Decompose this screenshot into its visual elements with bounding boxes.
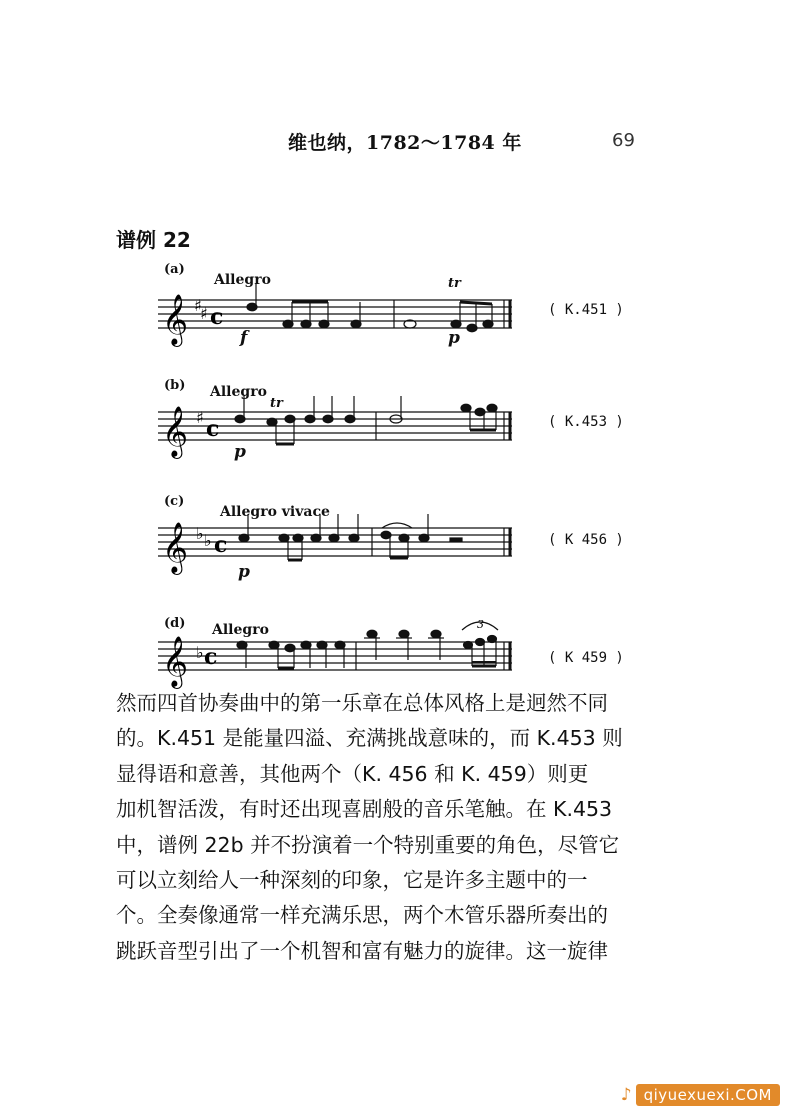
dynamic-marking: p [238, 562, 250, 582]
catalog-number: ( K.451 ) [548, 302, 624, 318]
svg-text:𝄞: 𝄞 [162, 522, 189, 573]
body-line: 然而四首协奏曲中的第一乐章在总体风格上是迥然不同 [116, 691, 608, 715]
svg-text:♯: ♯ [194, 296, 202, 315]
body-line: 跳跃音型引出了一个机智和富有魅力的旋律。这一旋律 [116, 938, 608, 963]
example-label: (a) [164, 262, 185, 277]
trill-marking: tr [270, 396, 283, 411]
body-line: 中，谱例 22b 并不扮演着一个特别重要的角色，尽管它 [116, 832, 620, 857]
example-label: (c) [164, 494, 185, 509]
svg-text:c: c [214, 532, 228, 558]
music-example-c [150, 494, 690, 584]
music-example-b [150, 372, 690, 462]
example-label: (d) [164, 616, 186, 631]
catalog-number: ( K 459 ) [548, 650, 624, 666]
site-watermark [621, 1084, 780, 1106]
tuplet-number: 3 [477, 618, 484, 631]
tempo-marking: Allegro [212, 622, 269, 638]
example-heading: 谱例 22 [116, 228, 191, 252]
staff-notation [150, 262, 520, 352]
body-line: 个。全奏像通常一样充满乐思，两个木管乐器所奏出的 [116, 903, 608, 928]
dynamic-marking: p [234, 442, 246, 462]
staff-notation [150, 372, 520, 462]
staff-notation [150, 494, 520, 584]
svg-text:♯: ♯ [196, 408, 204, 427]
svg-text:♭: ♭ [196, 643, 204, 662]
page-number: 69 [612, 130, 635, 151]
tempo-marking: Allegro vivace [220, 504, 330, 520]
body-line: 的。K.451 是能量四溢、充满挑战意味的，而 K.453 则 [116, 726, 623, 751]
svg-text:𝄞: 𝄞 [162, 406, 189, 457]
dynamic-marking: f [240, 328, 248, 348]
svg-text:𝄞: 𝄞 [162, 636, 189, 687]
body-line: 加机智活泼，有时还出现喜剧般的音乐笔触。在 K.453 [116, 797, 613, 822]
body-line: 显得语和意善，其他两个（K. 456 和 K. 459）则更 [116, 761, 589, 786]
example-label: (b) [164, 378, 186, 393]
music-note-icon: ♪ [620, 1085, 632, 1105]
running-header [0, 128, 794, 154]
body-line: 可以立刻给人一种深刻的印象，它是许多主题中的一 [116, 868, 588, 893]
svg-text:♭: ♭ [196, 524, 204, 543]
dynamic-marking: p [448, 328, 460, 348]
trill-marking: tr [448, 276, 461, 291]
svg-text:𝄞: 𝄞 [162, 294, 189, 345]
svg-text:c: c [210, 304, 224, 330]
tempo-marking: Allegro [214, 272, 271, 288]
catalog-number: ( K.453 ) [548, 414, 624, 430]
svg-text:♭: ♭ [204, 531, 212, 550]
body-paragraph [116, 686, 682, 969]
music-example-a [150, 262, 690, 352]
watermark-text: qiyuexuexi.COM [636, 1084, 780, 1106]
svg-text:c: c [204, 644, 218, 670]
svg-text:c: c [206, 416, 220, 442]
tempo-marking: Allegro [210, 384, 267, 400]
svg-text:♯: ♯ [200, 304, 208, 323]
catalog-number: ( K 456 ) [548, 532, 624, 548]
chapter-title: 维也纳，1782～1784 年 [288, 132, 522, 154]
